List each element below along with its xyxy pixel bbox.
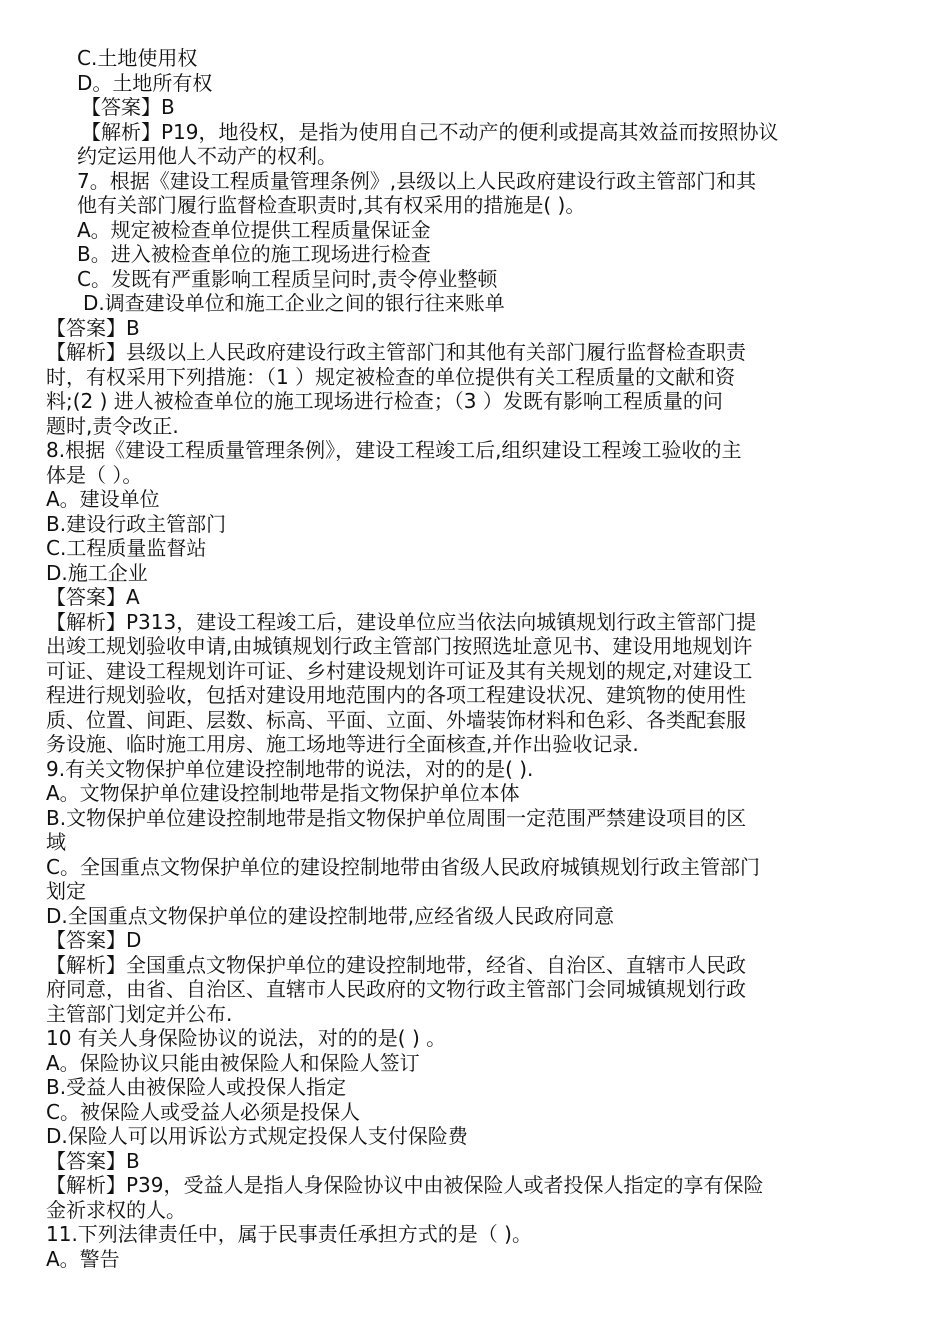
text-line: 主管部门划定并公布. bbox=[46, 1001, 233, 1026]
text-line: 【答案】B bbox=[46, 1148, 140, 1173]
text-line: D。土地所有权 bbox=[77, 70, 213, 95]
text-line: 他有关部门履行监督检查职责时,其有权采用的措施是( )。 bbox=[77, 193, 586, 217]
text-line: 程进行规划验收，包括对建设用地范围内的各项工程建设状况、建筑物的使用性 bbox=[46, 683, 746, 707]
text-line: B.受益人由被保险人或投保人指定 bbox=[46, 1075, 347, 1099]
text-line: 【解析】P39，受益人是指人身保险协议中由被保险人或者投保人指定的享有保险 bbox=[46, 1173, 764, 1197]
text-line: A。警告 bbox=[46, 1246, 120, 1271]
text-line: 【答案】B bbox=[46, 315, 140, 340]
text-line: 【答案】B bbox=[81, 95, 175, 119]
text-line: 质、位置、间距、层数、标高、平面、立面、外墙装饰材料和色彩、各类配套服 bbox=[46, 707, 746, 732]
text-line: C。全国重点文物保护单位的建设控制地带由省级人民政府城镇规划行政主管部门 bbox=[46, 854, 760, 879]
text-line: B。进入被检查单位的施工现场进行检查 bbox=[77, 242, 431, 266]
text-line: 7。根据《建设工程质量管理条例》,县级以上人民政府建设行政主管部门和其 bbox=[77, 168, 757, 193]
text-line: 料;(2 ) 进人被检查单位的施工现场进行检查；（3 ）发既有影响工程质量的问 bbox=[46, 389, 723, 413]
text-line: 约定运用他人不动产的权利。 bbox=[77, 144, 337, 168]
text-line: 题时,责令改正. bbox=[46, 413, 179, 438]
text-line: 8.根据《建设工程质量管理条例》，建设工程竣工后,组织建设工程竣工验收的主 bbox=[46, 438, 742, 462]
text-line: 9.有关文物保护单位建设控制地带的说法，对的的是( ). bbox=[46, 756, 534, 781]
text-line: D.施工企业 bbox=[46, 560, 148, 585]
text-line: 出竣工规划验收申请,由城镇规划行政主管部门按照选址意见书、建设用地规划许 bbox=[46, 634, 753, 658]
text-line: A。建设单位 bbox=[46, 487, 160, 511]
text-line: 务设施、临时施工用房、施工场地等进行全面核查,并作出验收记录. bbox=[46, 732, 639, 756]
text-line: 【解析】P313，建设工程竣工后，建设单位应当依法向城镇规划行政主管部门提 bbox=[46, 609, 757, 634]
text-line: 划定 bbox=[46, 879, 86, 903]
document-body bbox=[46, 46, 910, 1271]
text-line: D.全国重点文物保护单位的建设控制地带,应经省级人民政府同意 bbox=[46, 903, 615, 928]
text-line: C。发既有严重影响工程质呈问时,责令停业整顿 bbox=[77, 266, 498, 291]
text-line: C.工程质量监督站 bbox=[46, 536, 207, 560]
text-line: 【答案】A bbox=[46, 585, 140, 609]
text-line: 可证、建设工程规划许可证、乡村建设规划许可证及其有关规划的规定,对建设工 bbox=[46, 658, 753, 683]
text-line: A。文物保护单位建设控制地带是指文物保护单位本体 bbox=[46, 781, 520, 805]
text-line: B.建设行政主管部门 bbox=[46, 511, 227, 536]
text-line: B.文物保护单位建设控制地带是指文物保护单位周围一定范围严禁建设项目的区 bbox=[46, 805, 747, 830]
text-line: 府同意，由省、自治区、直辖市人民政府的文物行政主管部门会同城镇规划行政 bbox=[46, 977, 746, 1001]
text-line: 域 bbox=[46, 830, 66, 854]
text-line: A。规定被检查单位提供工程质量保证金 bbox=[77, 217, 431, 242]
text-line: 11.下列法律责任中，属于民事责任承担方式的是（ )。 bbox=[46, 1222, 532, 1246]
text-line: C。被保险人或受益人必须是投保人 bbox=[46, 1099, 360, 1124]
text-line: 【解析】P19，地役权，是指为使用自己不动产的便利或提高其效益而按照协议 bbox=[81, 119, 779, 144]
text-line: 金祈求权的人。 bbox=[46, 1197, 186, 1222]
text-line: 体是（ ）。 bbox=[46, 462, 143, 487]
text-line: 时，有权采用下列措施：（1 ）规定被检查的单位提供有关工程质量的文献和资 bbox=[46, 364, 736, 389]
text-line: C.土地使用权 bbox=[77, 46, 198, 70]
text-line: A。保险协议只能由被保险人和保险人签订 bbox=[46, 1050, 420, 1075]
text-line: D.调查建设单位和施工企业之间的银行往来账单 bbox=[83, 291, 505, 315]
text-line: 【解析】县级以上人民政府建设行政主管部门和其他有关部门履行监督检查职责 bbox=[46, 340, 746, 364]
text-line: 【解析】全国重点文物保护单位的建设控制地带，经省、自治区、直辖市人民政 bbox=[46, 952, 746, 977]
text-line: 10 有关人身保险协议的说法，对的的是( ) 。 bbox=[46, 1026, 447, 1050]
text-line: 【答案】D bbox=[46, 928, 142, 952]
text-line: D.保险人可以用诉讼方式规定投保人支付保险费 bbox=[46, 1124, 468, 1148]
